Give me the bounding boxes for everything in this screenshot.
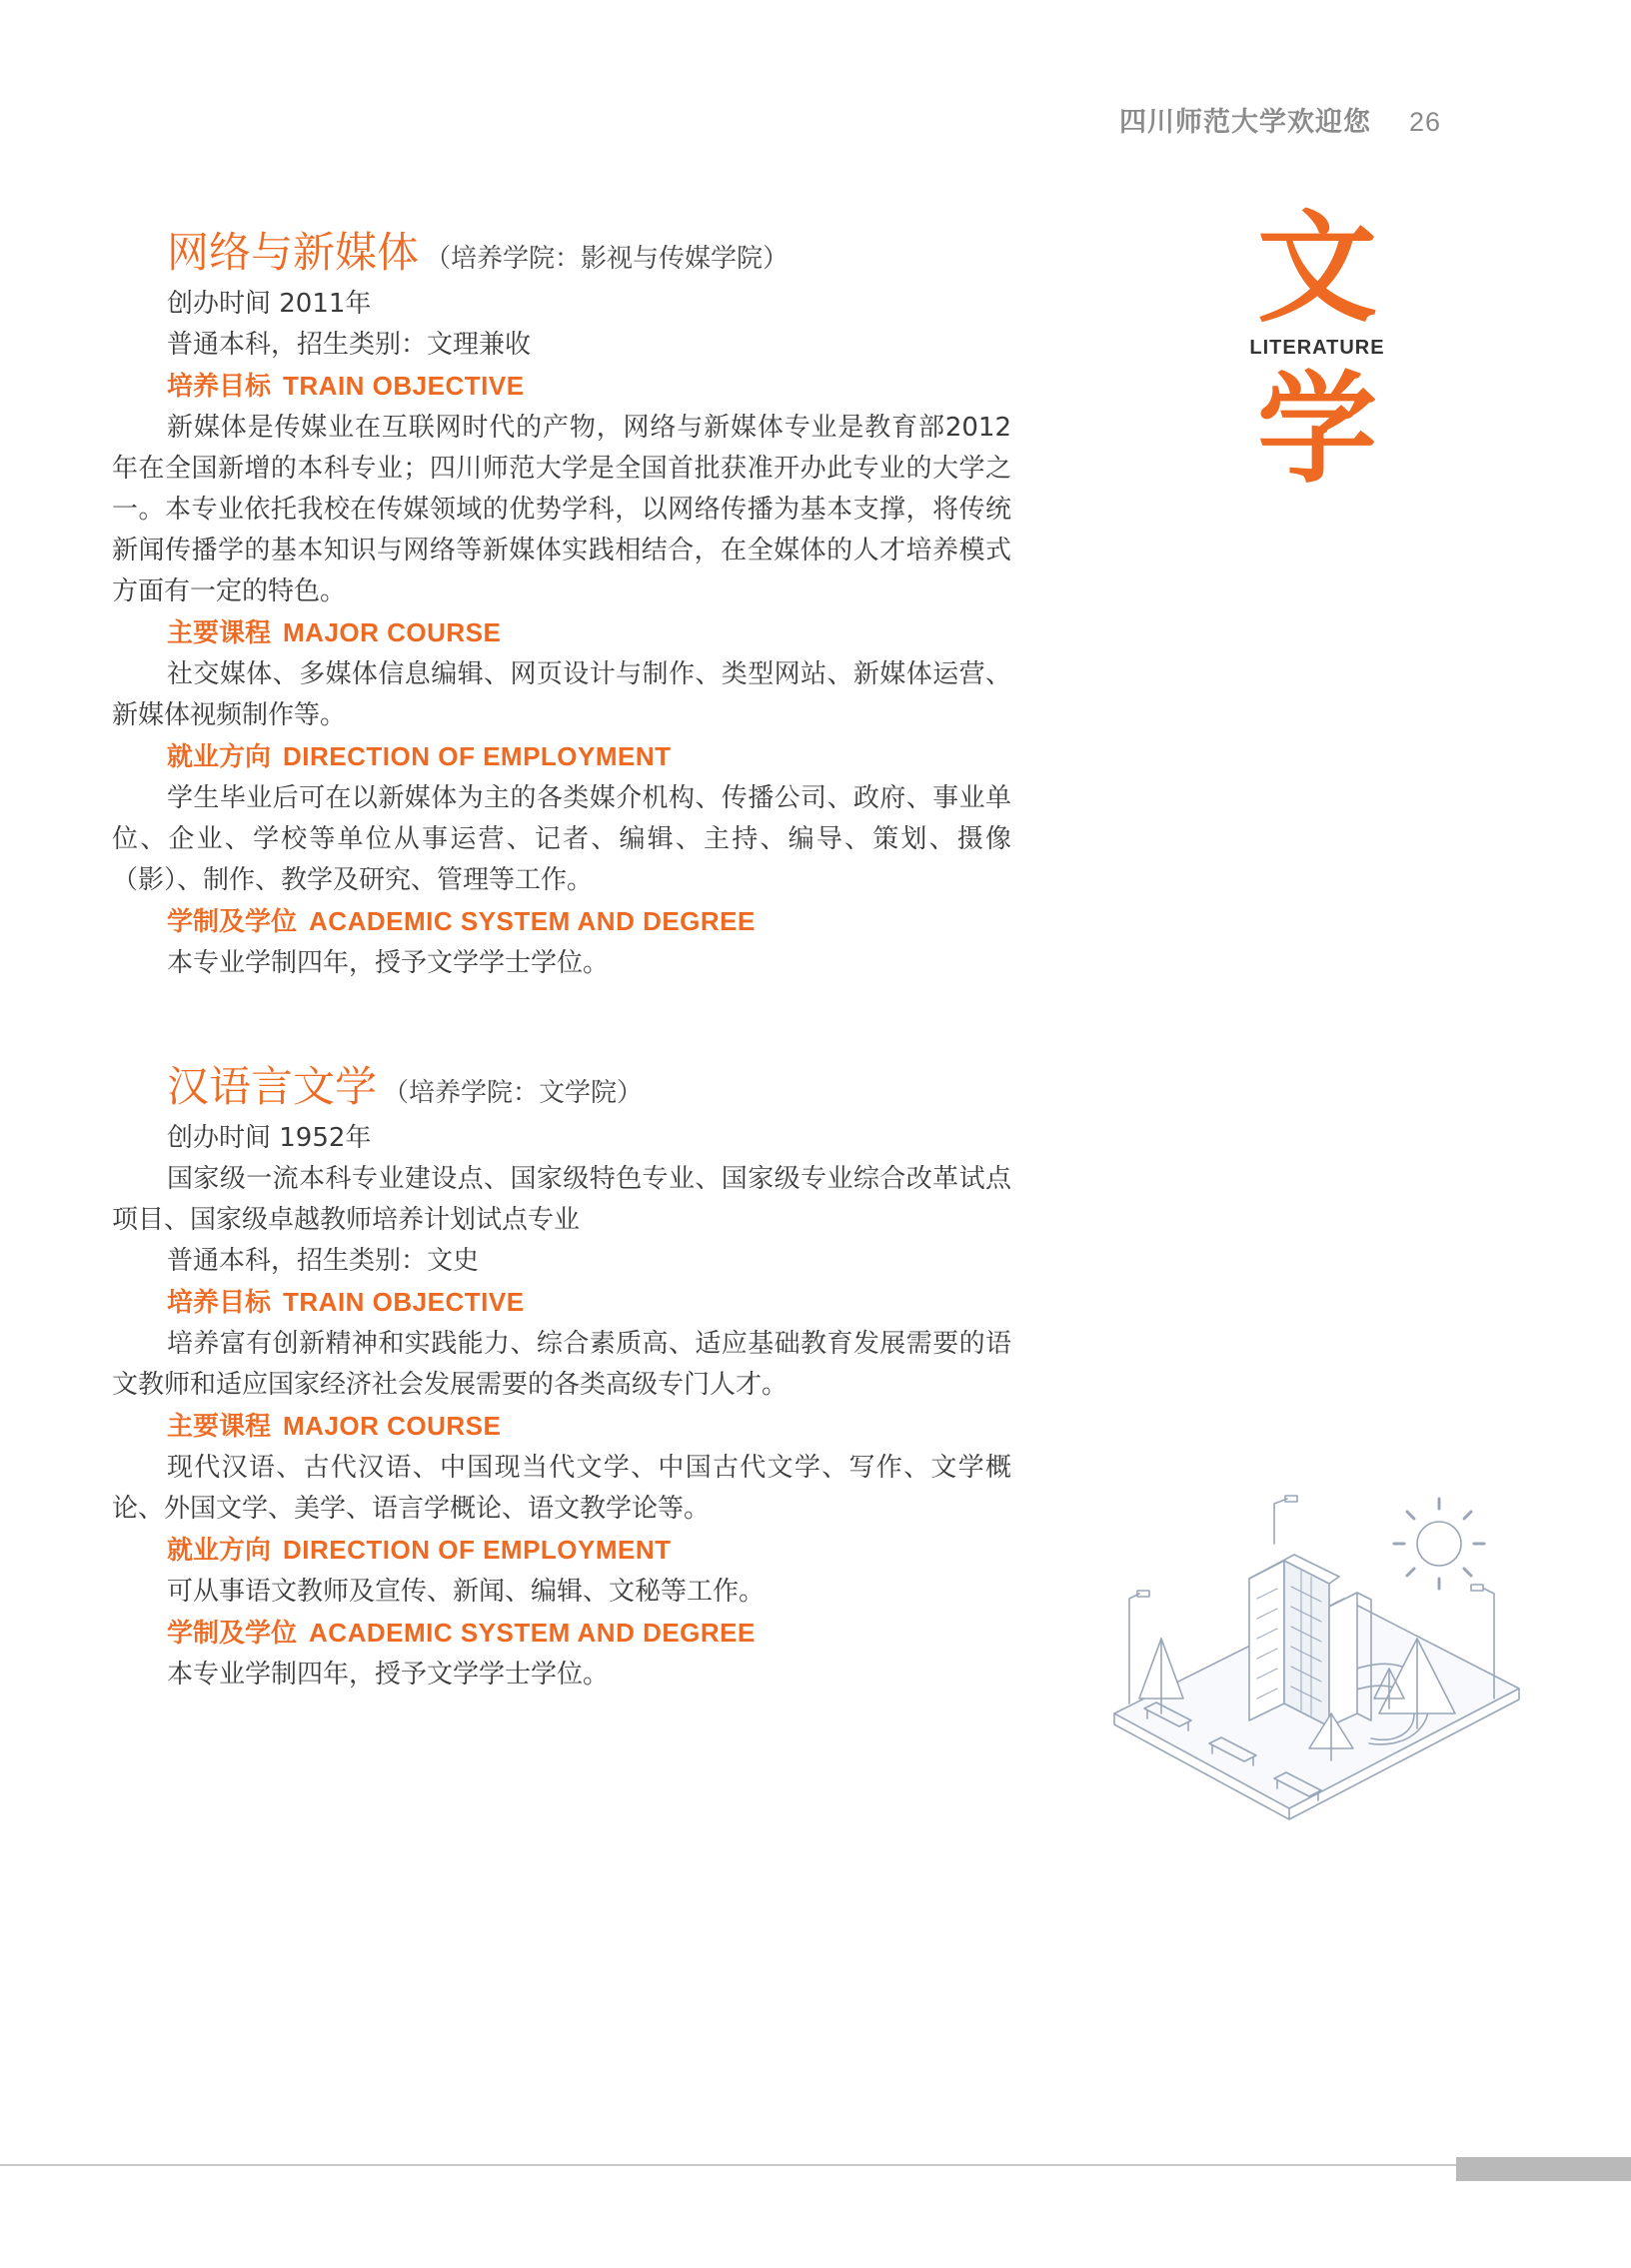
category-char-wen: 文	[1257, 200, 1377, 339]
section-text-employment: 学生毕业后可在以新媒体为主的各类媒介机构、传播公司、政府、事业单位、企业、学校等单位从事运营、记者、编辑、主持、编导、策划、摄像（影）、制作、教学及研究、管理等工作。	[112, 783, 1011, 895]
section-text-degree: 本专业学制四年，授予文学学士学位。	[167, 1660, 610, 1690]
section-heading-degree: 学制及学位 ACADEMIC SYSTEM AND DEGREE	[167, 906, 756, 937]
section-text-course: 现代汉语、古代汉语、中国现当代文学、中国古代文学、写作、文学概论、外国文学、美学、语言学概论、语文教学论等。	[112, 1453, 1011, 1524]
major-title	[112, 222, 1011, 284]
main-content	[112, 222, 1011, 1767]
section-heading-employment: 就业方向 DIRECTION OF EMPLOYMENT	[167, 741, 672, 772]
category-english: LITERATURE	[1249, 337, 1385, 359]
major-college: （培养学院：影视与传媒学院）	[425, 244, 790, 274]
section-heading-degree: 学制及学位 ACADEMIC SYSTEM AND DEGREE	[167, 1618, 756, 1649]
section-heading-objective: 培养目标 TRAIN OBJECTIVE	[167, 371, 525, 402]
major-name: 网络与新媒体	[167, 228, 420, 277]
category-label	[1247, 200, 1387, 500]
category-char-xue: 学	[1257, 361, 1377, 500]
section-heading-course: 主要课程 MAJOR COURSE	[167, 1411, 502, 1442]
section-text-degree: 本专业学制四年，授予文学学士学位。	[167, 948, 610, 978]
major-honors: 国家级一流本科专业建设点、国家级特色专业、国家级专业综合改革试点项目、国家级卓越教师培养计划试点专业	[112, 1164, 1011, 1235]
founded-year: 创办时间 1952年	[167, 1123, 372, 1153]
section-text-objective: 培养富有创新精神和实践能力、综合素质高、适应基础教育发展需要的语文教师和适应国家经济社会发展需要的各类高级专门人才。	[112, 1329, 1011, 1400]
major-college: （培养学院：文学院）	[383, 1078, 644, 1108]
school-welcome-text: 四川师范大学欢迎您	[1118, 107, 1371, 138]
major-name: 汉语言文学	[167, 1062, 378, 1111]
page-header	[1119, 100, 1441, 139]
founded-year: 创办时间 2011年	[167, 289, 372, 319]
major-chinese-language-literature	[112, 1056, 1011, 1696]
page-number: 26	[1408, 107, 1441, 137]
footer-divider	[0, 2164, 1631, 2166]
enrollment-type: 普通本科，招生类别：文史	[167, 1246, 480, 1276]
major-network-new-media	[112, 222, 1011, 984]
section-text-course: 社交媒体、多媒体信息编辑、网页设计与制作、类型网站、新媒体运营、新媒体视频制作等。	[112, 659, 1011, 730]
section-heading-course: 主要课程 MAJOR COURSE	[167, 617, 502, 648]
isometric-campus-building-icon	[1099, 1489, 1539, 1868]
section-text-employment: 可从事语文教师及宣传、新闻、编辑、文秘等工作。	[167, 1577, 766, 1607]
section-heading-objective: 培养目标 TRAIN OBJECTIVE	[167, 1287, 525, 1318]
section-heading-employment: 就业方向 DIRECTION OF EMPLOYMENT	[167, 1535, 672, 1566]
footer-accent-bar	[1456, 2157, 1631, 2181]
enrollment-type: 普通本科，招生类别：文理兼收	[167, 330, 532, 360]
section-text-objective: 新媒体是传媒业在互联网时代的产物，网络与新媒体专业是教育部2012年在全国新增的本科专业；四川师范大学是全国首批获准开办此专业的大学之一。本专业依托我校在传媒领域的优势学科，以网络传播为基本支撑，将传统新闻传播学的基本知识与网络等新媒体实践相结合，在全媒体的人才培养模式方面有一定的特色。	[112, 413, 1011, 606]
major-title	[112, 1056, 1011, 1118]
